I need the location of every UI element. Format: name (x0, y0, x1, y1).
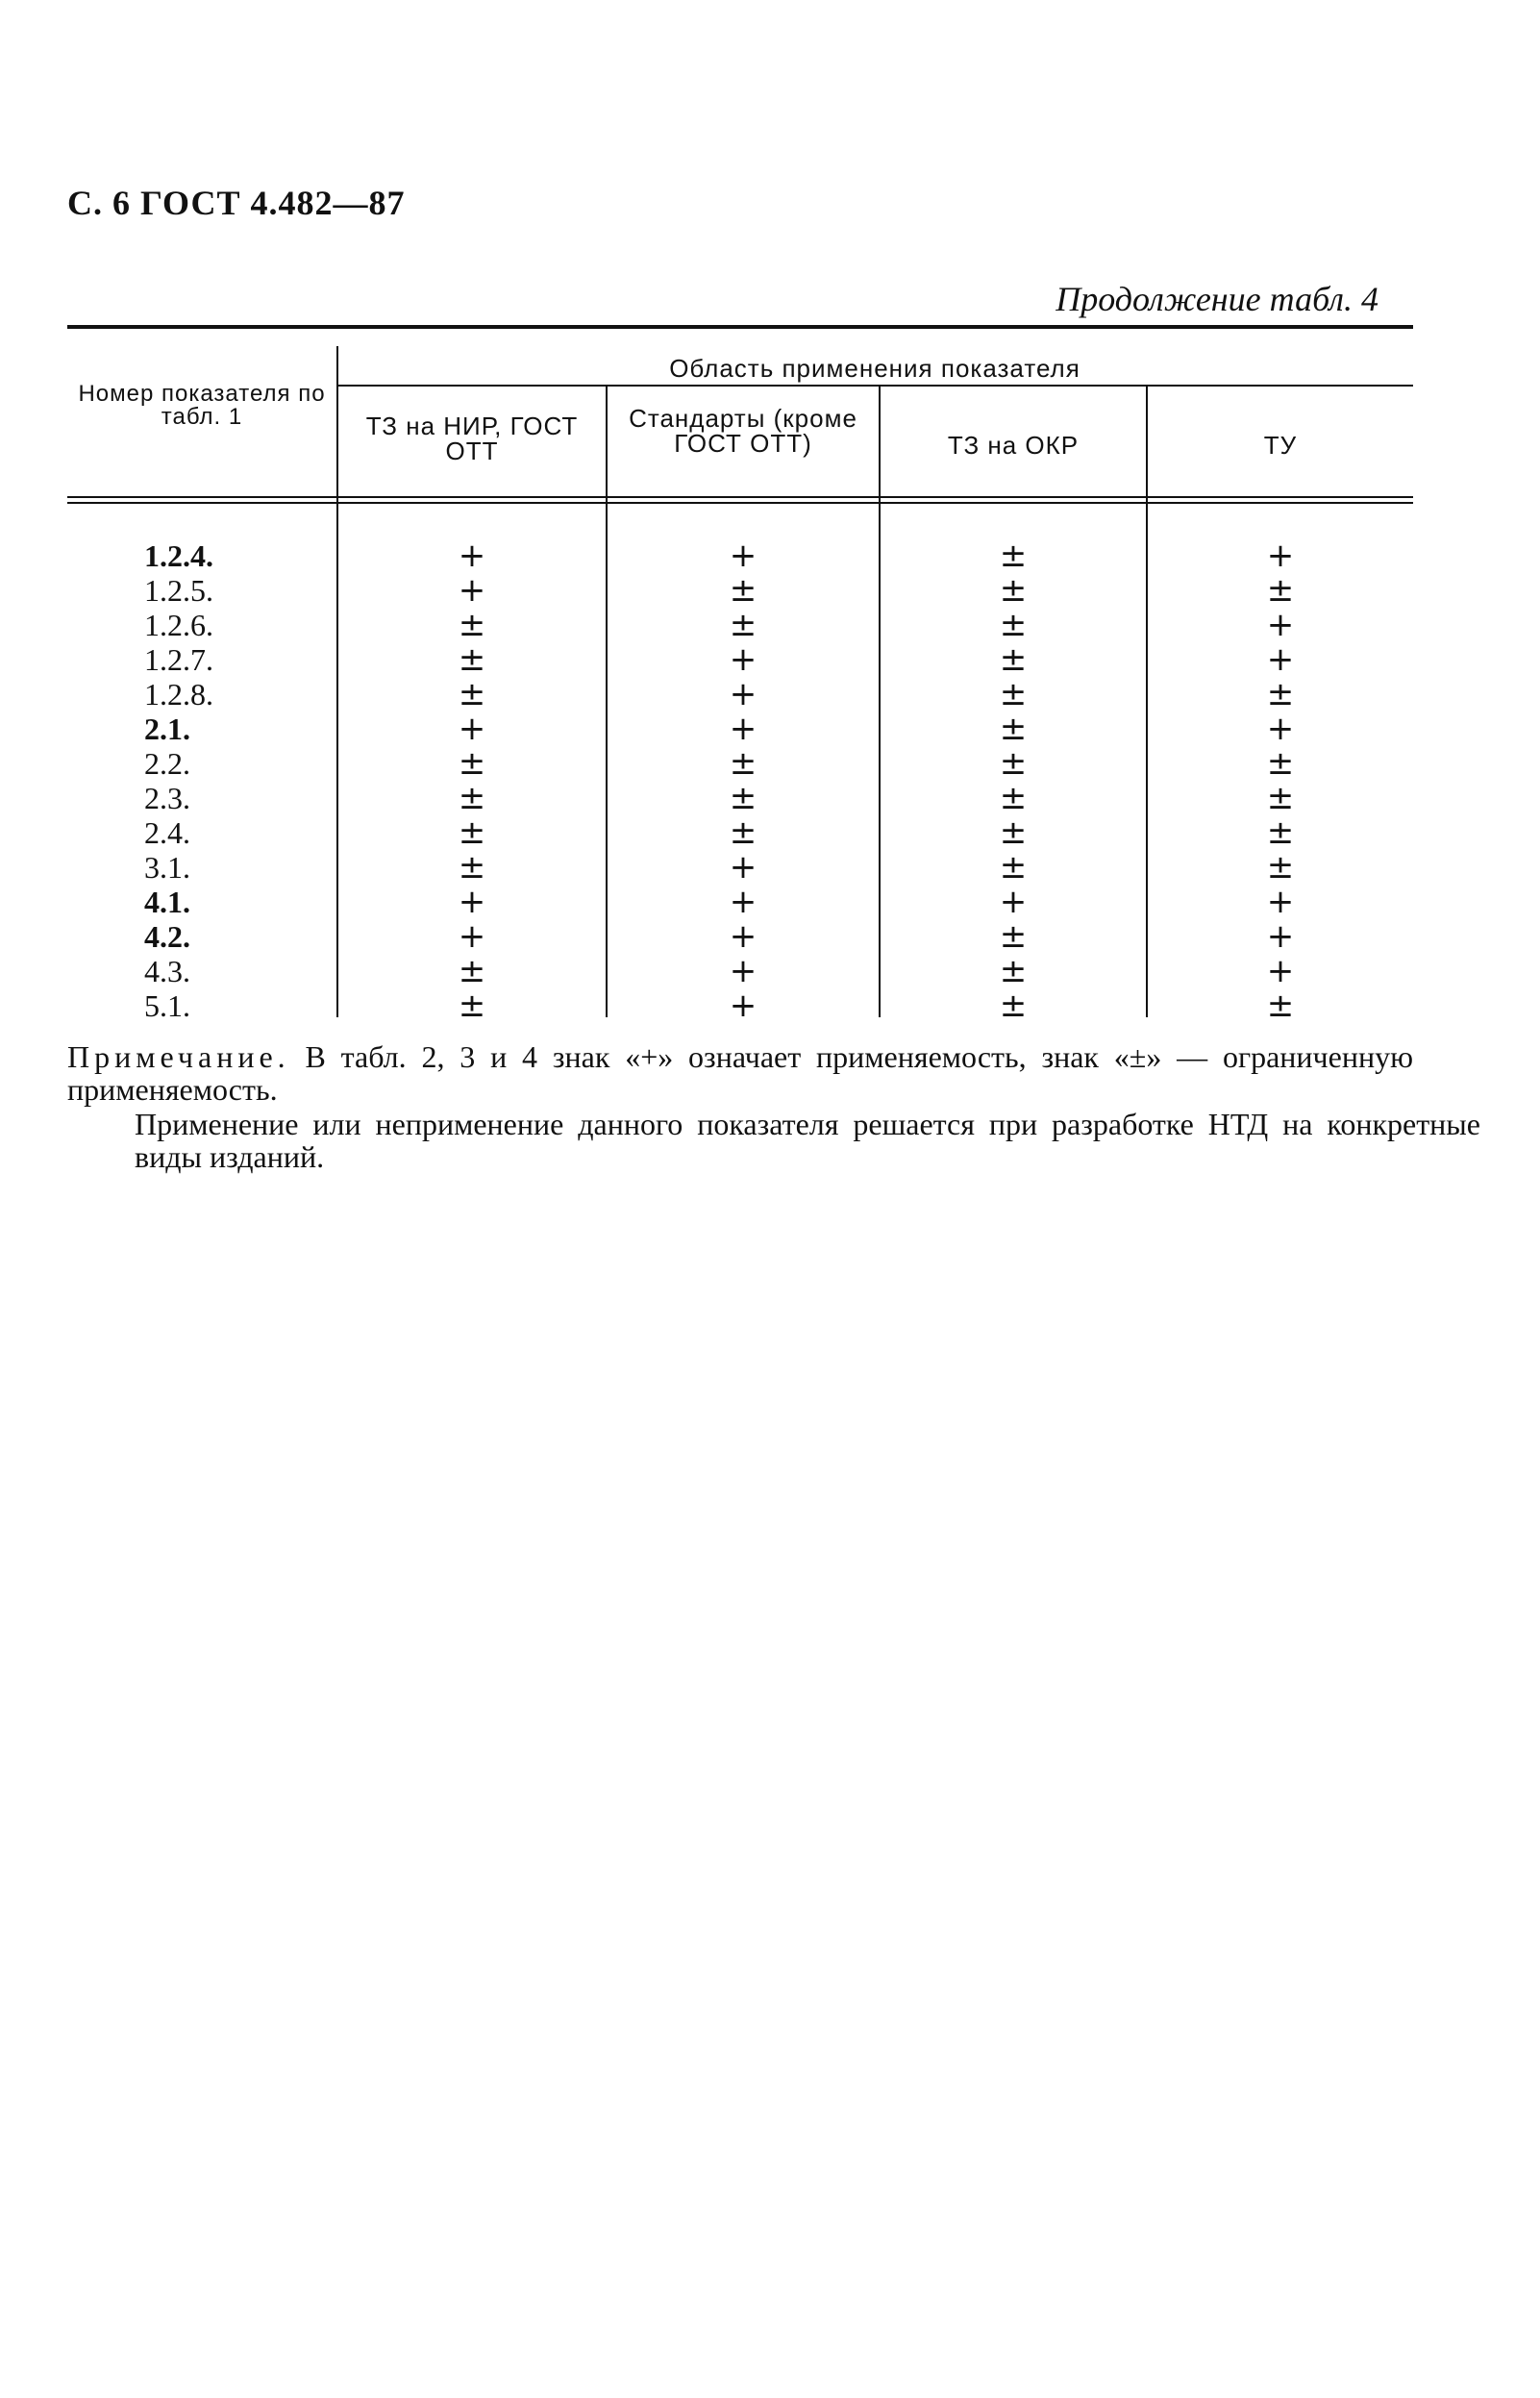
applicability-mark: + (458, 710, 486, 748)
applicability-mark: ± (999, 813, 1028, 852)
table-row (67, 746, 1413, 781)
applicability-mark: ± (458, 606, 486, 644)
applicability-mark: + (458, 537, 486, 575)
applicability-mark: ± (999, 779, 1028, 817)
applicability-mark: ± (1266, 779, 1295, 817)
table-row (67, 573, 1413, 608)
applicability-mark: + (729, 848, 758, 887)
application-paragraph: Применение или неприменение данного показателя решается при разработке НТД на конкретные виды изданий. (135, 1107, 1480, 1174)
applicability-mark: + (458, 571, 486, 610)
applicability-mark: + (1266, 640, 1295, 679)
table-row (67, 677, 1413, 712)
column-header-number: Номер показателя по табл. 1 (78, 381, 326, 430)
applicability-mark: + (458, 917, 486, 956)
table-row (67, 954, 1413, 988)
applicability-mark: + (1266, 917, 1295, 956)
table-note (67, 1040, 1413, 1106)
table-row (67, 919, 1413, 954)
applicability-mark: ± (999, 675, 1028, 713)
applicability-mark: ± (458, 987, 486, 1025)
applicability-mark: ± (458, 813, 486, 852)
note-text: В табл. 2, 3 и 4 знак «+» означает применяемость, знак «±» — ограниченную применяемость. (67, 1039, 1413, 1107)
applicability-mark: + (458, 883, 486, 921)
applicability-mark: ± (1266, 675, 1295, 713)
applicability-mark: ± (458, 744, 486, 783)
table-top-rule (67, 325, 1413, 329)
applicability-mark: + (729, 987, 758, 1025)
table-row (67, 538, 1413, 573)
table-row (67, 712, 1413, 746)
table-continuation-label: Продолжение табл. 4 (1056, 280, 1379, 318)
table-row (67, 850, 1413, 885)
applicability-mark: + (1266, 606, 1295, 644)
applicability-mark: ± (999, 710, 1028, 748)
table-row (67, 781, 1413, 815)
indicator-number: 2.1. (144, 712, 190, 746)
applicability-mark: ± (458, 952, 486, 990)
applicability-mark: ± (458, 640, 486, 679)
applicability-mark: ± (999, 917, 1028, 956)
column-header-standards: Стандарты (кроме ГОСТ ОТТ) (629, 404, 857, 458)
applicability-mark: ± (729, 779, 758, 817)
applicability-mark: + (1266, 952, 1295, 990)
indicator-number: 5.1. (144, 988, 190, 1023)
indicator-number: 4.3. (144, 954, 190, 988)
group-header: Область применения показателя (669, 354, 1080, 383)
applicability-mark: ± (729, 571, 758, 610)
applicability-mark: + (1266, 710, 1295, 748)
applicability-mark: ± (729, 606, 758, 644)
applicability-mark: ± (999, 640, 1028, 679)
header-bottom-rule-1 (67, 496, 1413, 498)
applicability-mark: ± (999, 987, 1028, 1025)
table-row (67, 642, 1413, 677)
table-row (67, 608, 1413, 642)
indicator-number: 4.2. (144, 919, 190, 954)
indicator-number: 1.2.6. (144, 608, 213, 642)
applicability-mark: ± (1266, 848, 1295, 887)
applicability-mark: + (729, 675, 758, 713)
indicator-number: 3.1. (144, 850, 190, 885)
indicator-number: 2.2. (144, 746, 190, 781)
applicability-mark: ± (458, 848, 486, 887)
applicability-mark: ± (458, 779, 486, 817)
applicability-mark: + (1266, 537, 1295, 575)
indicator-number: 1.2.4. (144, 538, 213, 573)
applicability-mark: ± (999, 571, 1028, 610)
applicability-mark: ± (999, 606, 1028, 644)
applicability-mark: + (729, 537, 758, 575)
header-bottom-rule-2 (67, 502, 1413, 504)
column-header-tz-okr: ТЗ на ОКР (947, 431, 1080, 460)
table-row (67, 885, 1413, 919)
indicator-number: 4.1. (144, 885, 190, 919)
applicability-mark: ± (729, 744, 758, 783)
applicability-mark: ± (999, 952, 1028, 990)
table-row (67, 815, 1413, 850)
indicator-number: 1.2.7. (144, 642, 213, 677)
applicability-mark: + (729, 917, 758, 956)
table-row (67, 988, 1413, 1023)
page-header: С. 6 ГОСТ 4.482—87 (67, 184, 406, 222)
column-header-tu: ТУ (1263, 431, 1298, 460)
applicability-mark: ± (458, 675, 486, 713)
applicability-mark: + (729, 952, 758, 990)
applicability-mark: ± (1266, 987, 1295, 1025)
applicability-mark: ± (1266, 571, 1295, 610)
applicability-mark: + (729, 640, 758, 679)
column-header-tz-nir: ТЗ на НИР, ГОСТ ОТТ (365, 412, 579, 465)
applicability-mark: + (999, 883, 1028, 921)
indicator-number: 2.4. (144, 815, 190, 850)
applicability-mark: + (729, 883, 758, 921)
applicability-mark: + (1266, 883, 1295, 921)
note-label: Примечание. (67, 1039, 290, 1074)
applicability-mark: ± (999, 744, 1028, 783)
indicator-number: 1.2.5. (144, 573, 213, 608)
indicator-number: 2.3. (144, 781, 190, 815)
group-header-rule (336, 385, 1413, 387)
applicability-mark: ± (1266, 813, 1295, 852)
applicability-mark: + (729, 710, 758, 748)
applicability-mark: ± (999, 848, 1028, 887)
applicability-mark: ± (1266, 744, 1295, 783)
applicability-mark: ± (729, 813, 758, 852)
applicability-mark: ± (999, 537, 1028, 575)
indicator-number: 1.2.8. (144, 677, 213, 712)
indicator-applicability-table (67, 325, 1413, 1025)
